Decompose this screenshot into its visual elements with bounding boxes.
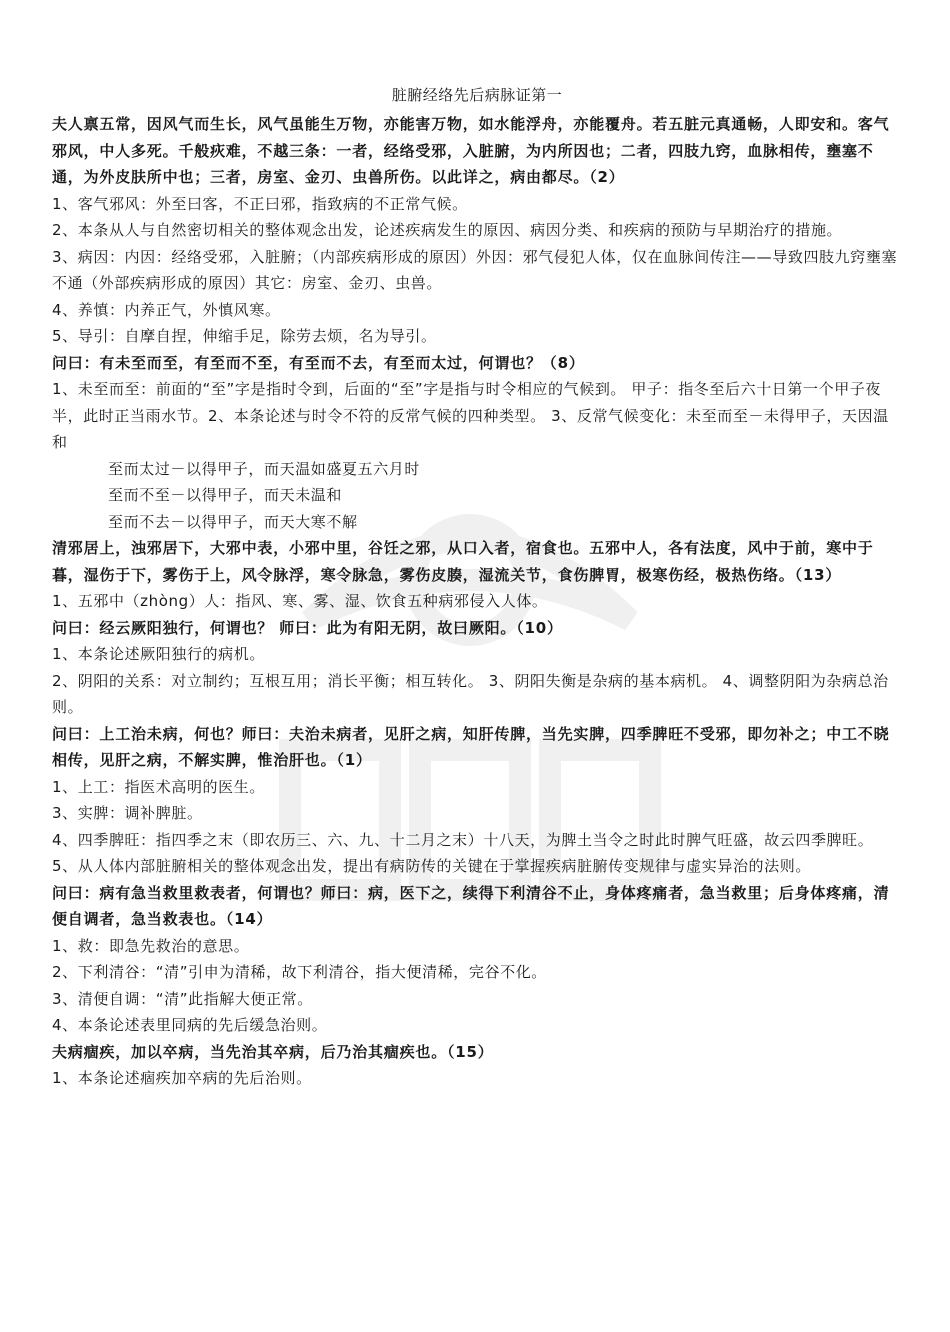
paragraph-clause-14: 问曰：病有急当救里救表者，何谓也？师曰：病，医下之，续得下利清谷不止，身体疼痛者，急当救里；后身体疼痛，清便自调者，急当救表也。（14） (52, 883, 890, 928)
paragraph-clause-8: 问曰：有未至而至，有至而不至，有至而不去，有至而太过，何谓也？（8） (52, 353, 585, 372)
paragraph-note: 1、未至而至：前面的“至”字是指时令到，后面的“至”字是指与时令相应的气候到。 甲子：指冬至后六十日第一个甲子夜半，此时正当雨水节。2、本条论述与时令不符的反常气候的四种类型。 3、反常气候变化：未至而至－未得甲子，天因温和 (52, 380, 889, 451)
document-title: 脏腑经络先后病脉证第一 (391, 86, 563, 104)
paragraph-note: 5、导引：自摩自捏，伸缩手足，除劳去烦，名为导引。 (52, 327, 437, 345)
paragraph-clause-13: 清邪居上，浊邪居下，大邪中表，小邪中里，谷饪之邪，从口入者，宿食也。五邪中人，各有法度，风中于前，寒中于暮，湿伤于下，雾伤于上，风令脉浮，寒令脉急，雾伤皮腠，湿流关节，食伤脾胃，极寒伤经，极热伤络。（13） (52, 539, 874, 584)
paragraph-clause-10: 问曰：经云厥阳独行，何谓也？ 师曰：此为有阳无阴，故曰厥阳。（10） (52, 618, 563, 637)
paragraph-note-indented: 至而太过－以得甲子，而天温如盛夏五六月时 (108, 459, 421, 478)
paragraph-note: 1、救：即急先救治的意思。 (52, 936, 250, 955)
paragraph-note-indented: 至而不至－以得甲子，而天未温和 (108, 486, 343, 504)
paragraph-note: 5、从人体内部脏腑相关的整体观念出发，提出有病防传的关键在于掌握疾病脏腑传变规律与虚实异治的法则。 (52, 857, 811, 875)
paragraph-note: 1、本条论述痼疾加卒病的先后治则。 (52, 1069, 312, 1087)
paragraph-clause-15: 夫病痼疾，加以卒病，当先治其卒病，后乃治其痼疾也。（15） (52, 1042, 494, 1061)
paragraph-note: 1、五邪中（zhòng）人：指风、寒、雾、湿、饮食五种病邪侵入人体。 (52, 592, 548, 610)
paragraph-note: 4、养慎：内养正气，外慎风寒。 (52, 300, 281, 319)
paragraph-note: 2、本条从人与自然密切相关的整体观念出发，论述疾病发生的原因、病因分类、和疾病的预防与早期治疗的措施。 (52, 221, 843, 239)
paragraph-note: 4、本条论述表里同病的先后缓急治则。 (52, 1016, 328, 1034)
paragraph-note: 3、实脾：调补脾脏。 (52, 804, 203, 822)
paragraph-note: 2、下利清谷：“清”引申为清稀，故下利清谷，指大便清稀，完谷不化。 (52, 963, 547, 981)
paragraph-note: 1、客气邪风：外至曰客，不正曰邪，指致病的不正常气候。 (52, 194, 468, 213)
paragraph-note: 3、病因：内因：经络受邪，入脏腑；（内部疾病形成的原因）外因：邪气侵犯人体，仅在血脉间传注——导致四肢九窍壅塞不通（外部疾病形成的原因）其它：房室、金刃、虫兽。 (52, 247, 898, 292)
paragraph-clause-1: 问曰：上工治未病，何也？师曰：夫治未病者，见肝之病，知肝传脾，当先实脾，四季脾旺不受邪，即勿补之；中工不晓相传，见肝之病，不解实脾，惟治肝也。（1） (52, 724, 890, 769)
paragraph-note-indented: 至而不去－以得甲子，而天大寒不解 (108, 512, 358, 531)
paragraph-note: 4、四季脾旺：指四季之末（即农历三、六、九、十二月之末）十八天，为脾土当令之时此时脾气旺盛，故云四季脾旺。 (52, 830, 874, 849)
paragraph-clause-2: 夫人禀五常，因风气而生长，风气虽能生万物，亦能害万物，如水能浮舟，亦能覆舟。若五脏元真通畅，人即安和。客气邪风，中人多死。千般疢难，不越三条：一者，经络受邪，入脏腑，为内所因也；二者，四肢九窍，血脉相传，壅塞不通，为外皮肤所中也；三者，房室、金刃、虫兽所伤。以此详之，病由都尽。（2） (52, 115, 890, 186)
paragraph-note: 1、本条论述厥阳独行的病机。 (52, 645, 265, 663)
paragraph-note: 2、阴阳的关系：对立制约；互根互用；消长平衡；相互转化。 3、阴阳失衡是杂病的基本病机。 4、调整阴阳为杂病总治则。 (52, 671, 889, 716)
paragraph-note: 3、清便自调：“清”此指解大便正常。 (52, 989, 313, 1008)
paragraph-note: 1、上工：指医术高明的医生。 (52, 777, 265, 796)
document-body (52, 84, 902, 1092)
